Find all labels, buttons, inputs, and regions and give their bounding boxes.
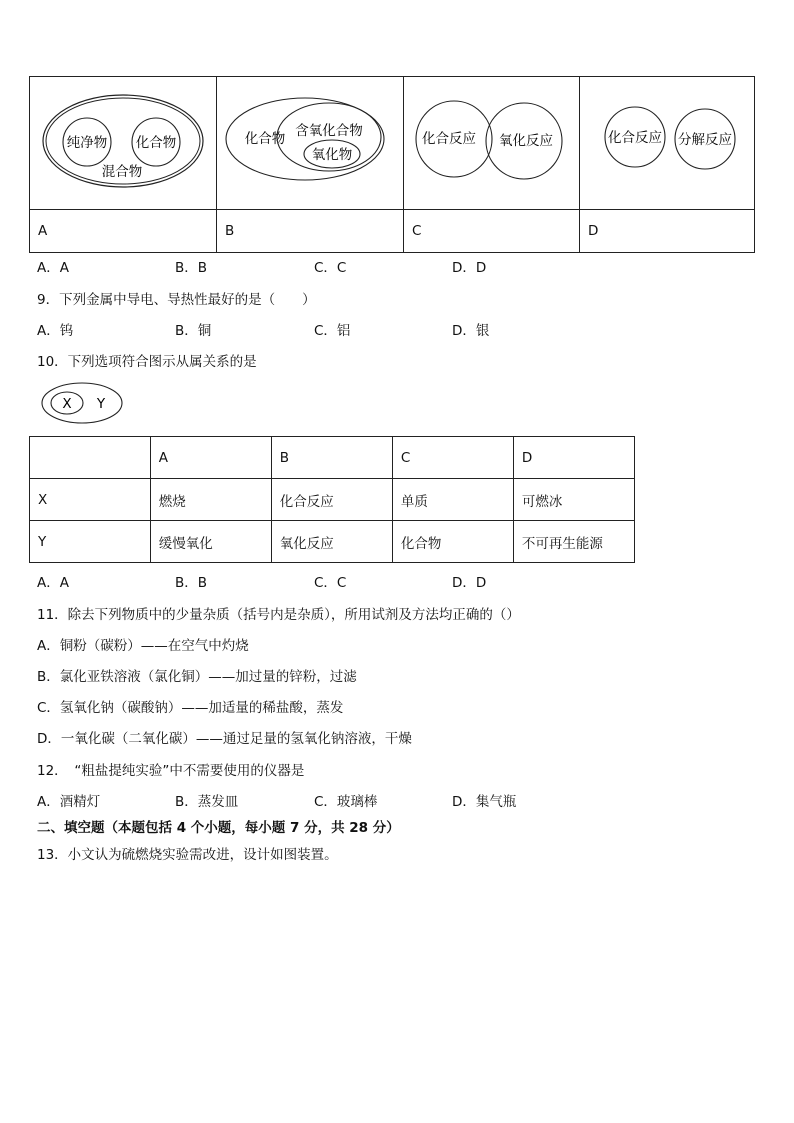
q8d-left: 化合反应 [608, 130, 662, 146]
q10-option-a[interactable]: A．A [37, 575, 69, 591]
q10-table [29, 436, 635, 563]
q8-cell-diagram-c [404, 77, 580, 210]
q10-option-c[interactable]: C．C [314, 575, 347, 591]
q12-option-a[interactable]: A．酒精灯 [37, 794, 101, 810]
q10-cell: 燃烧 [150, 479, 271, 521]
q8-diagram-b [217, 77, 403, 205]
q8-diagram-c [404, 77, 579, 205]
q10-cell: 不可再生能源 [513, 521, 634, 563]
q12-stem: 12． “粗盐提纯实验”中不需要使用的仪器是 [37, 763, 305, 779]
q12-option-c[interactable]: C．玻璃棒 [314, 794, 378, 810]
q8b-middle: 含氧化合物 [295, 123, 363, 139]
q8b-left: 化合物 [244, 131, 286, 147]
q8c-left: 化合反应 [422, 131, 476, 147]
q8a-outer: 混合物 [101, 164, 143, 180]
q10-cell: 单质 [392, 479, 513, 521]
q8d-right: 分解反应 [678, 132, 732, 148]
q8-label-d: D [580, 210, 755, 253]
q8-diagram-d [580, 77, 754, 205]
q8c-right: 氧化反应 [499, 133, 553, 149]
q8b-inner: 氧化物 [311, 147, 353, 163]
q8-cell-diagram-a [30, 77, 217, 210]
q8-label-a: A [30, 210, 217, 253]
q12-option-b[interactable]: B．蒸发皿 [175, 794, 239, 810]
q12-option-d[interactable]: D．集气瓶 [452, 794, 517, 810]
q10-cell: 缓慢氧化 [150, 521, 271, 563]
q8-diagram-a [30, 77, 216, 205]
q10-diagram [40, 380, 126, 426]
q8-label-c: C [404, 210, 580, 253]
q9-option-a[interactable]: A．钨 [37, 323, 74, 339]
q8-cell-diagram-b [217, 77, 404, 210]
q11-option-c[interactable]: C．氢氧化钠（碳酸钠）——加适量的稀盐酸，蒸发 [37, 700, 344, 716]
q10-header-cell: B [271, 437, 392, 479]
q11-stem: 11．除去下列物质中的少量杂质（括号内是杂质），所用试剂及方法均正确的（） [37, 607, 520, 623]
q10-diagram-y: Y [96, 396, 106, 412]
q8-cell-diagram-d [580, 77, 755, 210]
q9-option-d[interactable]: D．银 [452, 323, 490, 339]
q10-cell: 氧化反应 [271, 521, 392, 563]
table-row [30, 521, 635, 563]
q8a-inner1: 纯净物 [66, 135, 108, 151]
q10-stem: 10．下列选项符合图示从属关系的是 [37, 354, 257, 370]
section-title: 二、填空题（本题包括 4 个小题，每小题 7 分，共 28 分） [37, 820, 400, 836]
q9-option-c[interactable]: C．铝 [314, 323, 351, 339]
q8a-inner2: 化合物 [135, 135, 177, 151]
q10-header-cell: A [150, 437, 271, 479]
q8-label-b: B [217, 210, 404, 253]
q11-option-d[interactable]: D．一氧化碳（二氧化碳）——通过足量的氢氧化钠溶液，干燥 [37, 731, 412, 747]
q9-option-b[interactable]: B．铜 [175, 323, 212, 339]
q8-option-d[interactable]: D．D [452, 260, 487, 276]
q8-option-b[interactable]: B．B [175, 260, 208, 276]
q10-option-d[interactable]: D．D [452, 575, 487, 591]
q11-option-a[interactable]: A．铜粉（碳粉）——在空气中灼烧 [37, 638, 249, 654]
q10-cell: 化合物 [392, 521, 513, 563]
q10-cell: X [30, 479, 151, 521]
q10-cell: 化合反应 [271, 479, 392, 521]
q10-header-cell: C [392, 437, 513, 479]
q13-stem: 13．小文认为硫燃烧实验需改进，设计如图装置。 [37, 847, 338, 863]
q8-option-a[interactable]: A．A [37, 260, 69, 276]
q11-option-b[interactable]: B．氯化亚铁溶液（氯化铜）——加过量的锌粉，过滤 [37, 669, 357, 685]
q10-header-cell [30, 437, 151, 479]
q8-option-c[interactable]: C．C [314, 260, 347, 276]
q10-diagram-x: X [62, 396, 72, 412]
q10-cell: 可燃冰 [513, 479, 634, 521]
q10-header-cell: D [513, 437, 634, 479]
q10-option-b[interactable]: B．B [175, 575, 208, 591]
q8-diagram-table [29, 76, 755, 253]
table-row [30, 479, 635, 521]
q10-cell: Y [30, 521, 151, 563]
q9-stem: 9．下列金属中导电、导热性最好的是（ ） [37, 292, 316, 308]
